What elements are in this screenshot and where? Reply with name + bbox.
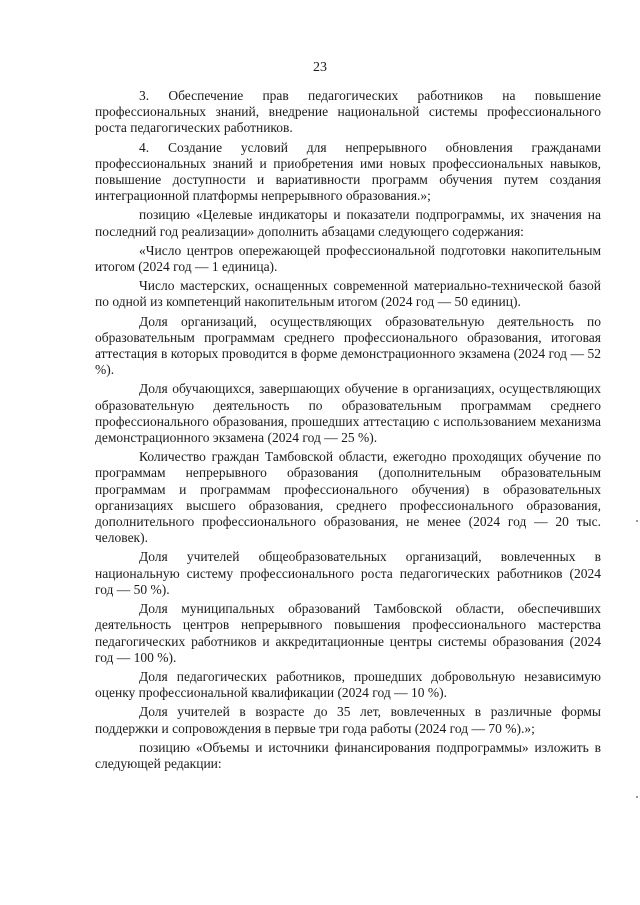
scan-speck — [636, 520, 638, 522]
paragraph-indicator-qualification: Доля педагогических работников, прошедших добровольную независимую оценку профессиональной квалификации (2024 год — 10 %). — [95, 668, 601, 701]
paragraph-indicator-students-exam: Доля обучающихся, завершающих обучение в организациях, осуществляющих образовательную деятельность по образовательным программам среднего профессионального образования, прошедших аттестацию с использованием механизма демонстрационного экзамена (2024 год — 25 %). — [95, 381, 601, 446]
paragraph-indicator-centers: «Число центров опережающей профессиональной подготовки накопительным итогом (2024 год — 1 единица). — [95, 242, 601, 275]
paragraph-indicator-young-teachers: Доля учителей в возрасте до 35 лет, вовлеченных в различные формы поддержки и сопровождения в первые три года работы (2024 год — 70 %).»; — [95, 704, 601, 736]
paragraph-goal-4: 4. Создание условий для непрерывного обновления гражданами профессиональных знаний и приобретения ими новых профессиональных навыков, повышение доступности и вариативности программ обучения путем создания интеграционной платформы непрерывного образования.»; — [95, 139, 601, 204]
document-body — [95, 88, 601, 772]
paragraph-goal-3: 3. Обеспечение прав педагогических работников на повышение профессиональных знаний, внедрение национальной системы профессионального роста педагогических работников. — [95, 88, 601, 136]
paragraph-indicator-teachers-growth: Доля учителей общеобразовательных организаций, вовлеченных в национальную систему профессионального роста педагогических работников (2024 год — 50 %). — [95, 549, 601, 597]
page-number: 23 — [313, 60, 327, 75]
paragraph-indicator-municipalities: Доля муниципальных образований Тамбовской области, обеспечивших деятельность центров непрерывного повышения профессионального мастерства педагогических работников и аккредитационные центры системы образования (2024 год — 100 %). — [95, 601, 601, 665]
paragraph-indicator-organizations-exam: Доля организаций, осуществляющих образовательную деятельность по образовательным программам среднего профессионального образования, итоговая аттестация в которых проводится в форме демонстрационного экзамена (2024 год — 52 %). — [95, 313, 601, 378]
scan-speck — [636, 796, 638, 798]
paragraph-financing-intro: позицию «Объемы и источники финансирования подпрограммы» изложить в следующей редакции: — [95, 739, 601, 771]
paragraph-indicator-continuing-education: Количество граждан Тамбовской области, ежегодно проходящих обучение по программам непрерывного образования (дополнительным образовательным программам и программам профессионального обучения) в образовательных организациях высшего образования, среднего профессионального образования, дополнительного профессионального образования, не менее (2024 год — 20 тыс. человек). — [95, 449, 601, 546]
paragraph-indicator-workshops: Число мастерских, оснащенных современной материально-технической базой по одной из компетенций накопительным итогом (2024 год — 50 единиц). — [95, 278, 601, 310]
paragraph-indicators-intro: позицию «Целевые индикаторы и показатели подпрограммы, их значения на последний год реализации» дополнить абзацами следующего содержания: — [95, 207, 601, 239]
